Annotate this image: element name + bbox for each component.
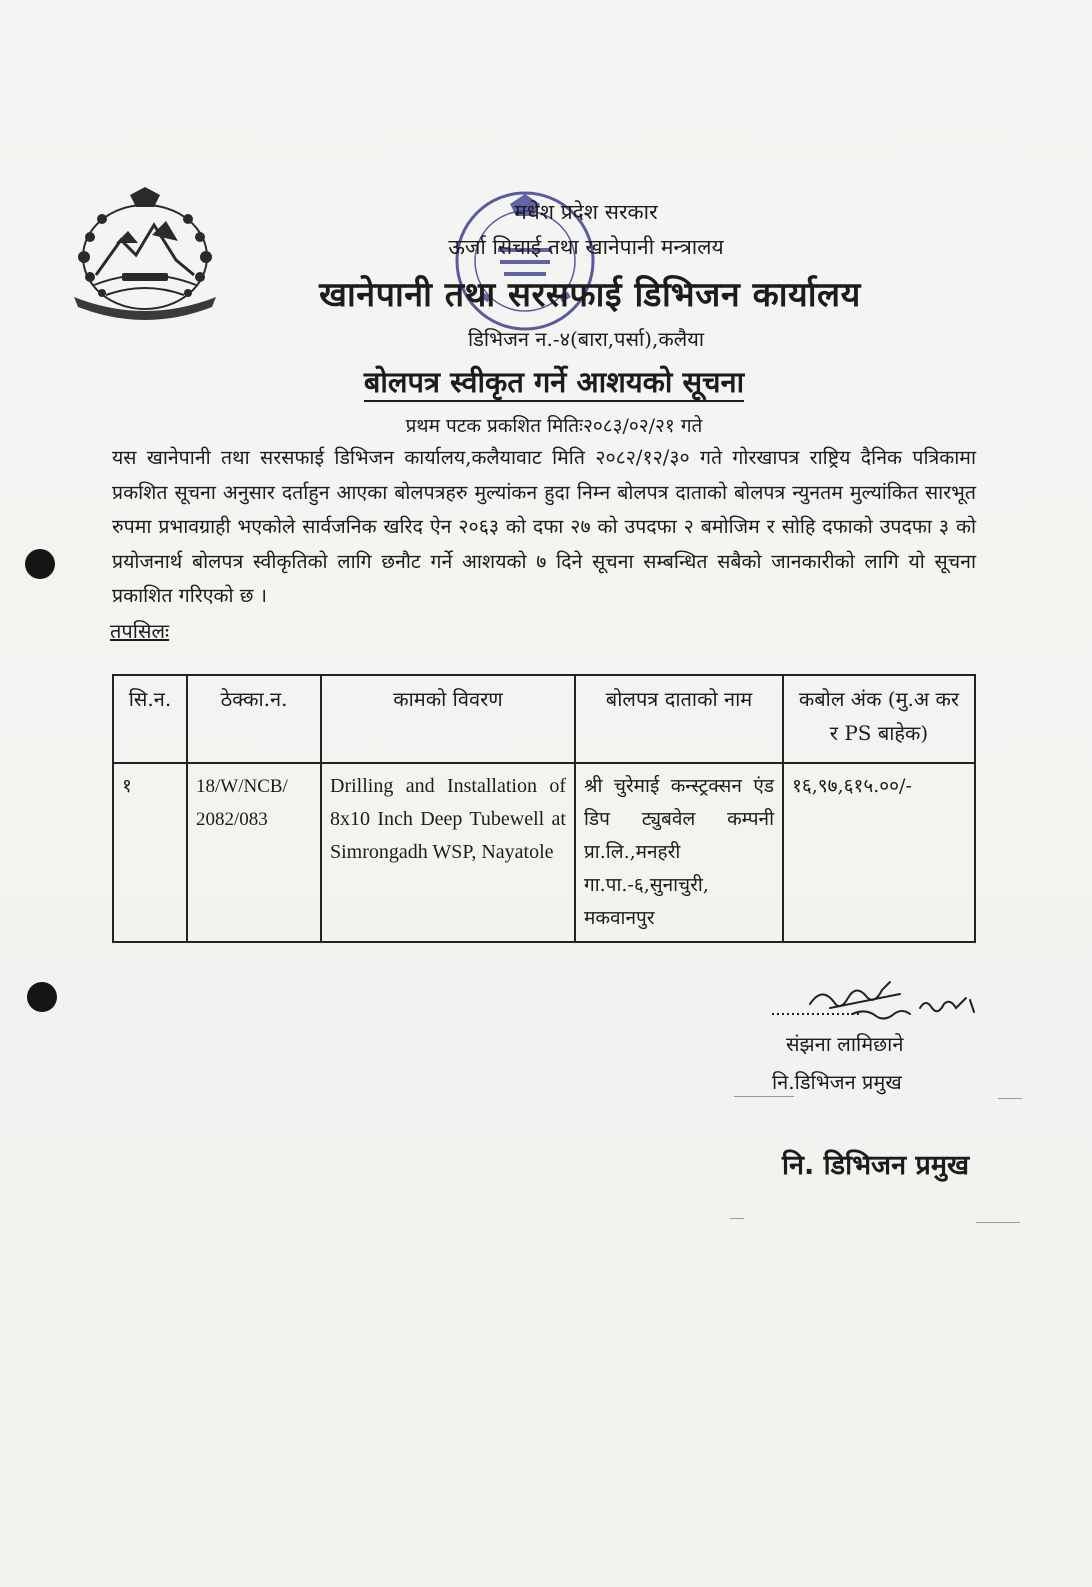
- divider-line: [730, 1218, 744, 1219]
- table-row: [113, 763, 975, 942]
- cell-bid-amount: १६,९७,६१५.००/-: [783, 763, 975, 942]
- notice-body: यस खानेपानी तथा सरसफाई डिभिजन कार्यालय,कलैयावाट मिति २०८२/१२/३० गते गोरखापत्र राष्ट्रिय दैनिक पत्रिकामा प्रकशित सूचना अनुसार दर्ताहुन आएका बोलपत्रहरु मुल्यांकन हुदा निम्न बोलपत्र दाताको बोलपत्र न्युनतम मुल्यांकित सारभूत रुपमा प्रभावग्राही भएकोले सार्वजनिक खरिद ऐन २०६३ को दफा २७ को उपदफा २ बमोजिम र सोहि दफाको उपदफा ३ को प्रयोजनार्थ बोलपत्र स्वीकृतिको लागि छनौट गर्ने आशयको ७ दिने सूचना सम्बन्धित सबैको जानकारीको लागि यो सूचना प्रकाशित गरिएको छ ।: [112, 446, 976, 607]
- header-bid-amount: कबोल अंक (मु.अ कर र PS बाहेक): [783, 675, 975, 763]
- government-name: मधेश प्रदेश सरकार: [514, 200, 658, 224]
- punch-hole-bottom: [27, 982, 57, 1012]
- ministry-name: ऊर्जा सिचाई तथा खानेपानी मन्त्रालय: [448, 235, 724, 259]
- cell-contract-no: 18/W/NCB/ 2082/083: [187, 763, 321, 942]
- signatory-designation: नि.डिभिजन प्रमुख: [772, 1070, 902, 1094]
- cell-sn: १: [113, 763, 187, 942]
- notice-title: बोलपत्र स्वीकृत गर्ने आशयको सूचना: [364, 365, 744, 402]
- punch-hole-top: [25, 549, 55, 579]
- header-contract-no: ठेक्का.न.: [187, 675, 321, 763]
- designation-stamp: नि. डिभिजन प्रमुख: [782, 1150, 970, 1181]
- office-name: खानेपानी तथा सरसफाई डिभिजन कार्यालय: [319, 275, 861, 315]
- notice-title-wrapper: [8, 362, 1092, 401]
- header-bidder-name: बोलपत्र दाताको नाम: [575, 675, 783, 763]
- signatory-name: संझना लामिछाने: [786, 1032, 904, 1056]
- publication-date: प्रथम पटक प्रकशित मितिः२०८३/०२/२१ गते: [405, 415, 703, 437]
- header-work-description: कामको विवरण: [321, 675, 575, 763]
- division-name: डिभिजन न.-४(बारा,पर्सा),कलैया: [467, 327, 705, 351]
- cell-bidder-name: श्री चुरेमाई कन्स्ट्रक्सन एंड डिप ट्युबवेल कम्पनी प्रा.लि.,मनहरी गा.पा.-६,सुनाचुरी, मकवानपुर: [575, 763, 783, 942]
- handwritten-signature: [770, 968, 990, 1038]
- divider-line: [998, 1098, 1022, 1099]
- header-sn: सि.न.: [113, 675, 187, 763]
- details-label: तपसिलः: [110, 619, 170, 643]
- tender-table: [112, 674, 976, 943]
- divider-line: [976, 1222, 1020, 1223]
- table-header-row: [113, 675, 975, 763]
- divider-line: [734, 1096, 794, 1097]
- cell-work-description: Drilling and Installation of 8x10 Inch Deep Tubewell at Simrongadh WSP, Nayatole: [321, 763, 575, 942]
